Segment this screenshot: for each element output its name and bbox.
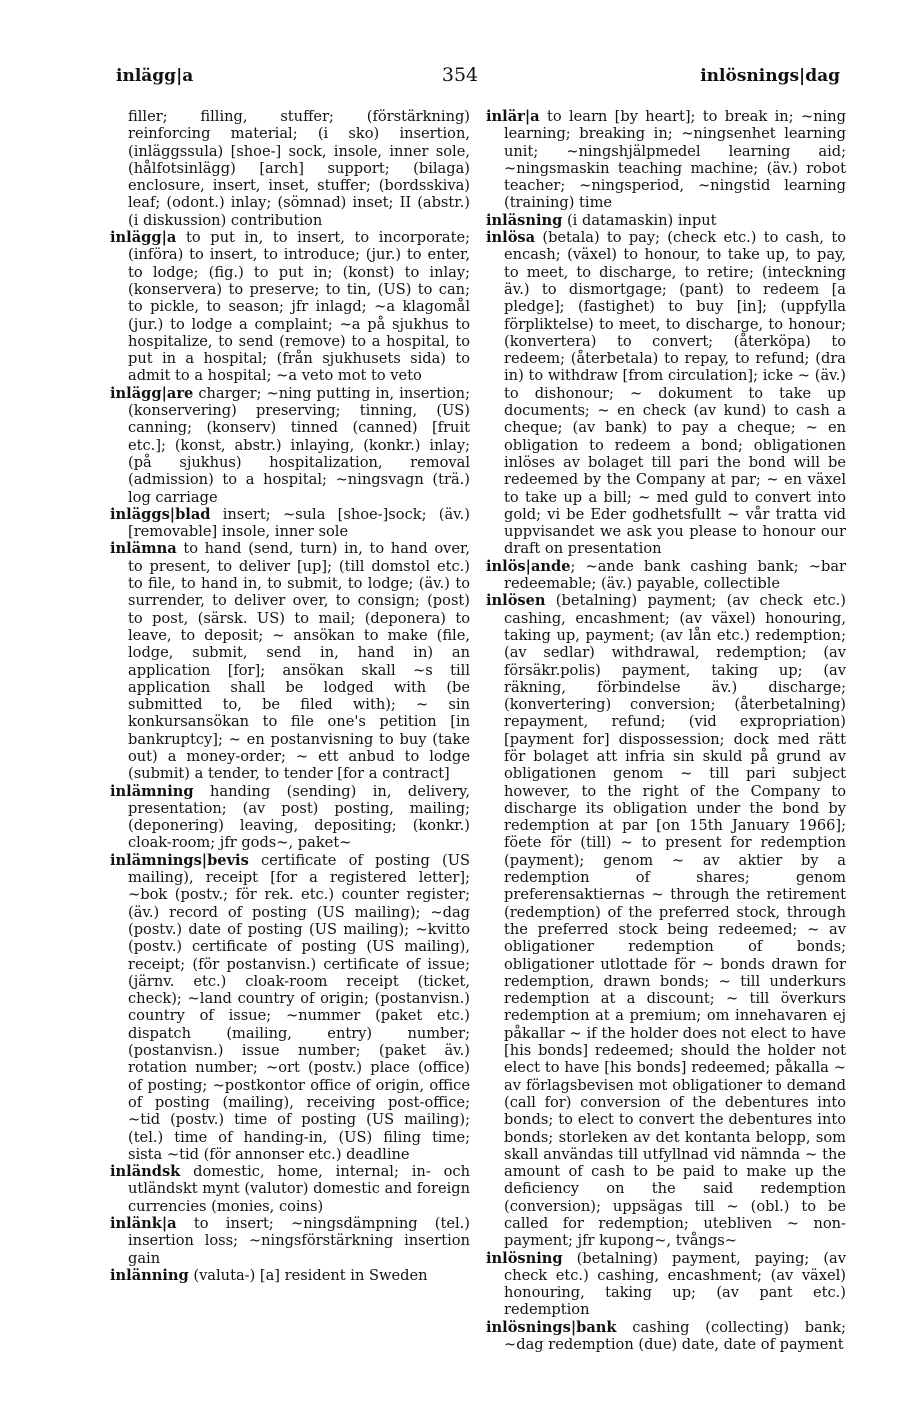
dictionary-entry: inlänk|a to insert; ~ningsdämpning (tel.) insertion loss; ~ningsförstärkning insertion gain [110, 1215, 470, 1267]
headword: inlänk|a [110, 1215, 177, 1232]
left-column [110, 108, 470, 1284]
dictionary-entry: inlösning (betalning) payment, paying; (av check etc.) cashing, encashment; (av växel) honouring, taking up; (av pant etc.) redemption [486, 1249, 846, 1319]
dictionary-entry: inlämnings|bevis certificate of posting (US mailing), receipt [for a registered letter]; ~bok (postv.; för rek. etc.) counter register; (äv.) record of posting (US mailing); ~dag (postv.) date of posting (US mailing); ~kvitto (postv.) certificate of posting (US mailing), receipt; (för postanvisn.) certificate of issue; (järnv. etc.) cloak-room receipt (ticket, check); ~land country of origin; (postanvisn.) country of issue; ~nummer (paket etc.) dispatch (mailing, entry) number; (postanvisn.) issue number; (paket äv.) rotation number; ~ort (postv.) place (office) of posting; ~postkontor office of origin, office of posting (mailing), receiving post-office; ~tid (postv.) time of posting (US mailing); (tel.) time of handing-in, (US) filing time; sista ~tid (för annonser etc.) deadline [110, 851, 470, 1163]
dictionary-entry: inlämna to hand (send, turn) in, to hand over, to present, to deliver [up]; (till domstol etc.) to file, to hand in, to submit, to lodge; (äv.) to surrender, to deliver over, to consign; (post) to post, (särsk. US) to mail; (deponera) to leave, to deposit; ~ ansökan to make (file, lodge, submit, send in, hand in) an application [for]; ansökan skall ~s till application shall be lodged with (be submitted to, be filed with); ~ sin konkursansökan to file one's petition [in bankruptcy]; ~ en postanvisning to buy (take out) a money-order; ~ ett anbud to lodge (submit) a tender, to tender [for a contract] [110, 540, 470, 783]
headword: inlämnings|bevis [110, 851, 249, 869]
headword: inlösa [486, 229, 536, 247]
headword: inlösning [486, 1249, 563, 1267]
headword: inlösen [486, 592, 546, 610]
right-column [486, 108, 846, 1353]
headword: inlägg|are [110, 384, 194, 402]
dictionary-entry: inlägg|a to put in, to insert, to incorporate; (införa) to insert, to introduce; (jur.) to enter, to lodge; (fig.) to put in; (konst) to inlay; (konservera) to preserve; to tin, (US) to can; to pickle, to season; jfr inlagd; ~a klagomål (jur.) to lodge a complaint; ~a på sjukhus to hospitalize, to send (remove) to a hospital, to put in a hospital; (från sjukhusets sida) to admit to a hospital; ~a veto mot to veto [110, 229, 470, 385]
headword: inläggs|blad [110, 505, 211, 523]
running-head-right: inlösnings|dag [700, 66, 840, 86]
dictionary-entry: inländsk domestic, home, internal; in- och utländskt mynt (valutor) domestic and foreign currencies (monies, coins) [110, 1163, 470, 1215]
running-head-left: inlägg|a [116, 66, 194, 86]
dictionary-entry: inlänning (valuta-) [a] resident in Sweden [110, 1266, 428, 1284]
headword: inländsk [110, 1163, 181, 1181]
dictionary-entry: inläggs|blad insert; ~sula [shoe-]sock; (äv.) [removable] insole, inner sole [110, 505, 470, 541]
headword: inlös|ande [486, 557, 571, 575]
dictionary-entry: inlägg|are charger; ~ning putting in, insertion; (konservering) preserving; tinning, (US) canning; (konserv) tinned (canned) [fruit etc.]; (konst, abstr.) inlaying, (konkr.) inlay; (på sjukhus) hospitalization, removal (admission) to a hospital; ~ningsvagn (trä.) log carriage [110, 384, 470, 506]
dictionary-entry: inlösen (betalning) payment; (av check etc.) cashing, encashment; (av växel) honouring, taking up, payment; (av lån etc.) redemption; (av sedlar) withdrawal, redemption; (av försäkr.polis) payment, taking up; (av räkning, förbindelse äv.) discharge; (konvertering) conversion; (återbetalning) repayment, refund; (vid expropriation) [payment for] dispossession; dock med rätt för bolaget att infria sin skuld på grund av obligationen genom ~ till pari subject however, to the right of the Company to discharge its obligation under the bond by redemption at par [on 15th January 1966]; föete för (till) ~ to present for redemption (payment); genom ~ av aktier by a redemption of shares; genom preferensaktiernas ~ through the retirement (redemption) of the preferred stock, through the preferred stock being redeemed; ~ av obligationer redemption of bonds; obligationer utlottade för ~ bonds drawn for redemption, drawn bonds; ~ till underkurs redemption at a discount; ~ till överkurs redemption at a premium; om innehavaren ej påkallar ~ if the holder does not elect to have [his bonds] redeemed; should the holder not elect to have [his bonds] redeemed; påkalla ~ av förlagsbevisen mot obligationer to demand (call for) conversion of the debentures into bonds; to elect to convert the debentures into bonds; storleken av det kontanta belopp, som skall användas till utfyllnad vid nämnda ~ the amount of cash to be paid to make up the deficiency on the said redemption (conversion); uppsägas till ~ (obl.) to be called for redemption; utebliven ~ non-payment; jfr kupong~, tvångs~ [486, 592, 846, 1250]
dictionary-entry: inlär|a to learn [by heart]; to break in; ~ning learning; breaking in; ~ningsenhet learning unit; ~ningshjälpmedel learning aid; ~ningsmaskin teaching machine; (äv.) robot teacher; ~ningsperiod, ~ningstid learning (training) time [486, 108, 846, 212]
dictionary-entry: filler; filling, stuffer; (förstärkning) reinforcing material; (i sko) insertion, (inläggssula) [shoe-] sock, insole, inner sole, (hålfotsinlägg) [arch] support; (bilaga) enclosure, insert, inset, stuffer; (bordsskiva) leaf; (odont.) inlay; (sömnad) inset; II (abstr.) (i diskussion) contribution [128, 108, 470, 229]
headword: inlägg|a [110, 229, 177, 247]
headword: inlänning [110, 1266, 189, 1284]
page-number: 354 [441, 64, 479, 86]
dictionary-entry: inlämning handing (sending) in, delivery, presentation; (av post) posting, mailing; (deponering) leaving, depositing; (konkr.) cloak-room; jfr gods~, paket~ [110, 782, 470, 852]
dictionary-entry: inläsning (i datamaskin) input [486, 211, 717, 229]
headword: inläsning [486, 211, 563, 229]
headword: inlämna [110, 540, 177, 558]
headword: inlösnings|bank [486, 1318, 617, 1336]
dictionary-entry: inlösa (betala) to pay; (check etc.) to cash, to encash; (växel) to honour, to take up, to pay, to meet, to discharge, to retire; (inteckning äv.) to dismortgage; (pant) to redeem [a pledge]; (fastighet) to buy [in]; (uppfylla förpliktelse) to meet, to discharge, to honour; (konvertera) to convert; (återköpa) to redeem; (återbetala) to repay, to refund; (dra in) to withdraw [from circulation]; icke ~ (äv.) to dishonour; ~ dokument to take up documents; ~ en check (av kund) to cash a cheque; (av bank) to pay a cheque; ~ en obligation to redeem a bond; obligationen inlöses av bolaget till pari the bond will be redeemed by the Company at par; ~ en växel to take up a bill; ~ med guld to convert into gold; vi be Eder godhetsfullt ~ vår tratta vid uppvisandet we ask you please to honour our draft on presentation [486, 229, 846, 558]
dictionary-entry: inlösnings|bank cashing (collecting) bank; ~dag redemption (due) date, date of payment [486, 1318, 846, 1354]
headword: inlär|a [486, 108, 540, 125]
headword: inlämning [110, 782, 194, 800]
dictionary-entry: inlös|ande; ~ande bank cashing bank; ~bar redeemable; (äv.) payable, collectible [486, 557, 846, 593]
